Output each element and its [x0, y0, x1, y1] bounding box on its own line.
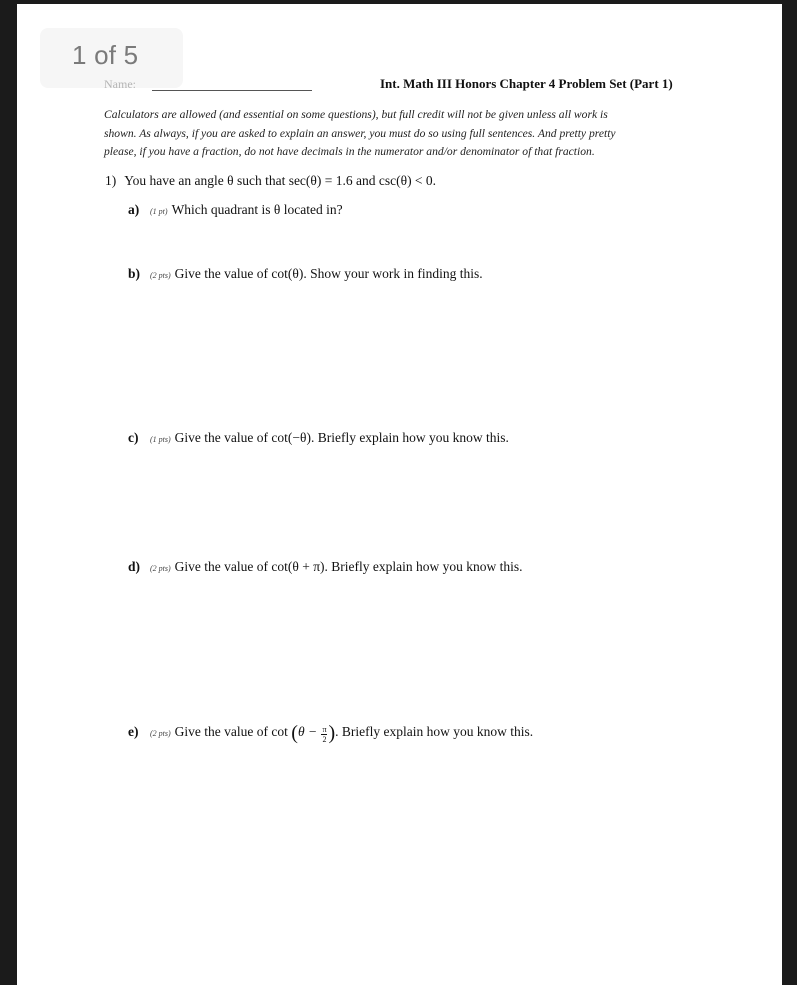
part-points: (2 pts): [150, 271, 171, 280]
pi-over-two-fraction: [321, 725, 327, 744]
instructions-line: please, if you have a fraction, do not have decimals in the numerator and/or denominator of that fraction.: [104, 145, 595, 158]
part-points: (2 pts): [150, 729, 171, 738]
close-paren: ): [328, 722, 336, 744]
part-text: Which quadrant is θ located in?: [171, 202, 343, 217]
question-1: [105, 173, 436, 189]
question-text: You have an angle θ such that sec(θ) = 1.6 and csc(θ) < 0.: [124, 173, 437, 188]
instructions: [104, 106, 704, 162]
part-points: (2 pts): [150, 564, 171, 573]
question-number: 1): [105, 173, 117, 188]
document-title: Int. Math III Honors Chapter 4 Problem Set (Part 1): [380, 76, 673, 91]
question-1c: [128, 430, 509, 446]
question-1a: [128, 202, 343, 218]
part-text: Give the value of cot(−θ). Briefly explain how you know this.: [174, 430, 509, 445]
fraction-denominator: 2: [322, 735, 327, 744]
name-blank-line: [152, 90, 312, 91]
question-1d: [128, 559, 523, 575]
part-letter: c): [128, 430, 139, 445]
question-1b: [128, 266, 483, 282]
part-letter: d): [128, 559, 141, 574]
part-letter: e): [128, 724, 139, 739]
part-text-after: . Briefly explain how you know this.: [335, 724, 534, 739]
instructions-line: shown. As always, if you are asked to explain an answer, you must do so using full sentences. And pretty pretty: [104, 126, 616, 140]
instructions-line: Calculators are allowed (and essential on some questions), but full credit will not be given unless all work is: [104, 108, 608, 121]
part-text: Give the value of cot: [174, 724, 288, 739]
part-text: Give the value of cot(θ). Show your work in finding this.: [174, 266, 483, 281]
question-1e: [128, 722, 533, 745]
page-indicator-label: 1 of 5: [72, 40, 139, 70]
part-points: (1 pt): [150, 207, 168, 216]
part-letter: a): [128, 202, 140, 217]
name-label: Name:: [104, 77, 136, 91]
open-paren: (: [291, 722, 298, 744]
expr-variable: θ −: [297, 724, 318, 739]
part-text: Give the value of cot(θ + π). Briefly explain how you know this.: [174, 559, 523, 574]
part-points: (1 pts): [150, 435, 171, 444]
fraction-numerator: π: [322, 725, 327, 734]
part-letter: b): [128, 266, 141, 281]
